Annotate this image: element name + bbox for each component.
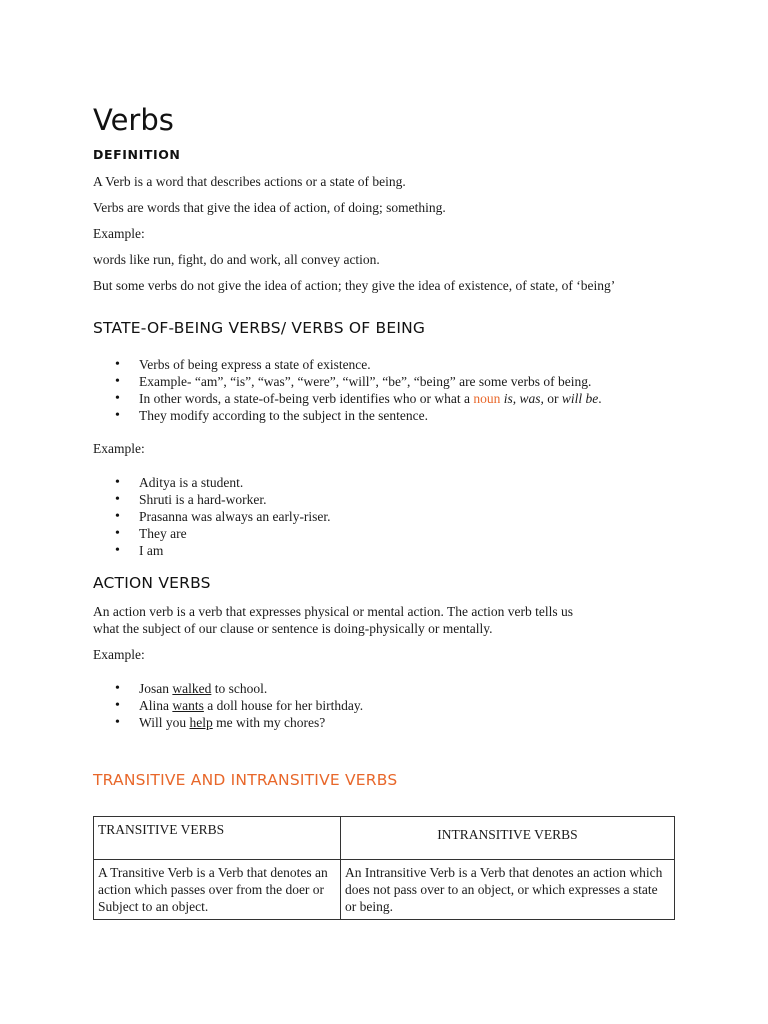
list-item-text: .	[598, 391, 602, 406]
table-header-transitive: TRANSITIVE VERBS	[94, 817, 341, 860]
definition-paragraph-4: But some verbs do not give the idea of action; they give the idea of existence, of state, of ‘being’	[93, 278, 616, 293]
list-item: • Prasanna was always an early-riser.	[115, 508, 695, 525]
list-item: • Shruti is a hard-worker.	[115, 491, 695, 508]
table-cell-intransitive: An Intransitive Verb is a Verb that denotes an action which does not pass over to an object, or which expresses a state or being.	[341, 860, 675, 920]
state-of-being-heading: STATE-OF-BEING VERBS/ VERBS OF BEING	[93, 319, 426, 337]
list-item	[115, 714, 695, 731]
action-verbs-example-label: Example:	[93, 647, 145, 662]
list-item	[115, 697, 695, 714]
list-item: • They modify according to the subject in the sentence.	[115, 407, 695, 424]
page-title: Verbs	[93, 103, 174, 137]
list-item	[115, 680, 695, 697]
list-item-text: Will you	[139, 715, 190, 730]
list-item-text: is, was,	[500, 391, 544, 406]
list-item-text: to school.	[211, 681, 268, 696]
list-item-text: In other words, a state-of-being verb identifies who or what a	[139, 391, 474, 406]
list-item-text: Alina	[139, 698, 173, 713]
definition-heading: DEFINITION	[93, 147, 181, 162]
noun-link-text: noun	[473, 391, 501, 406]
verbs-table	[93, 816, 675, 920]
list-item-text: a doll house for her birthday.	[203, 698, 364, 713]
list-item-text: or	[543, 391, 562, 406]
underlined-verb: help	[189, 715, 213, 730]
list-item-text: me with my chores?	[212, 715, 326, 730]
underlined-verb: walked	[172, 681, 212, 696]
definition-example-label: Example:	[93, 226, 145, 241]
action-verbs-paragraph-line-1: An action verb is a verb that expresses physical or mental action. The action verb tells us	[93, 604, 573, 619]
list-item: • I am	[115, 542, 695, 559]
action-verbs-examples	[115, 680, 695, 731]
list-item: • Aditya is a student.	[115, 474, 695, 491]
state-of-being-list	[115, 356, 695, 424]
table-row	[94, 860, 675, 920]
list-item: • Verbs of being express a state of existence.	[115, 356, 695, 373]
underlined-verb: wants	[172, 698, 204, 713]
list-item: • Example- “am”, “is”, “was”, “were”, “will”, “be”, “being” are some verbs of being.	[115, 373, 695, 390]
list-item-text: will be	[561, 391, 599, 406]
list-item	[115, 390, 695, 407]
definition-paragraph-1: A Verb is a word that describes actions or a state of being.	[93, 174, 406, 189]
table-header-row	[94, 817, 675, 860]
action-verbs-heading: ACTION VERBS	[93, 574, 211, 592]
state-of-being-examples	[115, 474, 695, 559]
action-verbs-paragraph-line-2: what the subject of our clause or sentence is doing-physically or mentally.	[93, 621, 493, 636]
table-cell-transitive: A Transitive Verb is a Verb that denotes an action which passes over from the doer or Subject to an object.	[94, 860, 341, 920]
table-header-intransitive: INTRANSITIVE VERBS	[341, 817, 675, 860]
list-item-text: Josan	[139, 681, 173, 696]
transitive-heading: TRANSITIVE AND INTRANSITIVE VERBS	[93, 771, 398, 789]
list-item: • They are	[115, 525, 695, 542]
definition-paragraph-3: words like run, fight, do and work, all convey action.	[93, 252, 380, 267]
state-of-being-example-label: Example:	[93, 441, 145, 456]
definition-paragraph-2: Verbs are words that give the idea of action, of doing; something.	[93, 200, 446, 215]
